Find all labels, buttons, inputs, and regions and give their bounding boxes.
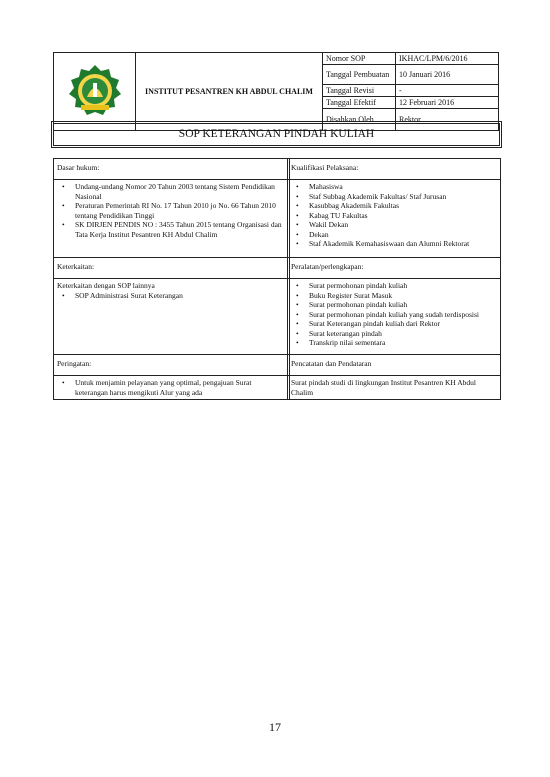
list-item: • Surat permohonan pindah kuliah xyxy=(309,300,497,310)
meta-value: 10 Januari 2016 xyxy=(396,65,499,85)
list-item: • Dekan xyxy=(309,230,497,240)
list-item: • Peraturan Pemerintah RI No. 17 Tahun 2010 jo No. 66 Tahun 2010 tentang Pendidikan Tinggi xyxy=(75,201,286,220)
list-item: • Surat Keterangan pindah kuliah dari Rektor xyxy=(309,319,497,329)
dasar-hukum-list xyxy=(57,182,286,239)
meta-value: - xyxy=(396,85,499,97)
meta-label: Tanggal Pembuatan xyxy=(323,65,396,85)
meta-value: 12 Februari 2016 xyxy=(396,97,499,109)
peralatan-section xyxy=(288,279,500,355)
pencatatan-text: Surat pindah studi di lingkungan Institut Pesantren KH Abdul Chalim xyxy=(291,378,476,397)
institution-name: INSTITUT PESANTREN KH ABDUL CHALIM xyxy=(136,53,323,131)
meta-label: Tanggal Efektif xyxy=(323,97,396,109)
logo-cell xyxy=(54,53,136,131)
peringatan-section xyxy=(54,376,289,399)
sop-header-table xyxy=(53,52,499,131)
list-item: • Surat permohonan pindah kuliah yang sudah terdisposisi xyxy=(309,310,497,320)
keterkaitan-label: Keterkaitan: xyxy=(54,258,289,279)
dasar-hukum-label: Dasar hukum: xyxy=(54,159,289,180)
kualifikasi-section xyxy=(288,180,500,258)
list-item: • Wakil Dekan xyxy=(309,220,497,230)
list-item: • SK DIRJEN PENDIS NO : 3455 Tahun 2015 tentang Organisasi dan Tata Kerja Institut Pesantren KH Abdul Chalim xyxy=(75,220,286,239)
right-panel xyxy=(287,158,501,400)
list-item: • Surat permohonan pindah kuliah xyxy=(309,281,497,291)
list-item: • Staf Akademik Kemahasiswaan dan Alumni Rektorat xyxy=(309,239,497,249)
meta-label: Tanggal Revisi xyxy=(323,85,396,97)
list-item: • Transkrip nilai sementara xyxy=(309,338,497,348)
meta-label: Disahkan Oleh xyxy=(323,109,396,131)
list-item: • Kasubbag Akademik Fakultas xyxy=(309,201,497,211)
peringatan-label: Peringatan: xyxy=(54,355,289,376)
list-item: • Buku Register Surat Masuk xyxy=(309,291,497,301)
list-item: • Mahasiswa xyxy=(309,182,497,192)
list-item: • Surat keterangan pindah xyxy=(309,329,497,339)
list-item: • Staf Subbag Akademik Fakultas/ Staf Jurusan xyxy=(309,192,497,202)
peringatan-list xyxy=(57,378,286,397)
list-item: • Kabag TU Fakultas xyxy=(309,211,497,221)
list-item: • Untuk menjamin pelayanan yang optimal, pengajuan Surat keterangan harus mengikuti Alur yang ada xyxy=(75,378,286,397)
meta-label: Nomor SOP xyxy=(323,53,396,65)
kualifikasi-list xyxy=(291,182,497,249)
keterkaitan-intro: Keterkaitan dengan SOP lainnya xyxy=(57,281,155,290)
meta-value: IKHAC/LPM/6/2016 xyxy=(396,53,499,65)
list-item: • SOP Administrasi Surat Keterangan xyxy=(75,291,286,301)
document-title: SOP KETERANGAN PINDAH KULIAH xyxy=(53,123,500,146)
institution-logo xyxy=(67,63,123,119)
pencatatan-label: Pencatatan dan Pendataran xyxy=(288,355,500,376)
kualifikasi-label: Kualifikasi Pelaksana: xyxy=(288,159,500,180)
keterkaitan-list xyxy=(57,291,286,301)
left-panel xyxy=(53,158,290,400)
list-item: • Undang-undang Nomor 20 Tahun 2003 tentang Sistem Pendidikan Nasional xyxy=(75,182,286,201)
page-number: 17 xyxy=(269,720,281,734)
dasar-hukum-section xyxy=(54,180,289,258)
peralatan-list xyxy=(291,281,497,348)
keterkaitan-section xyxy=(54,279,289,355)
meta-value: Rektor xyxy=(396,109,499,131)
peralatan-label: Peralatan/perlengkapan: xyxy=(288,258,500,279)
